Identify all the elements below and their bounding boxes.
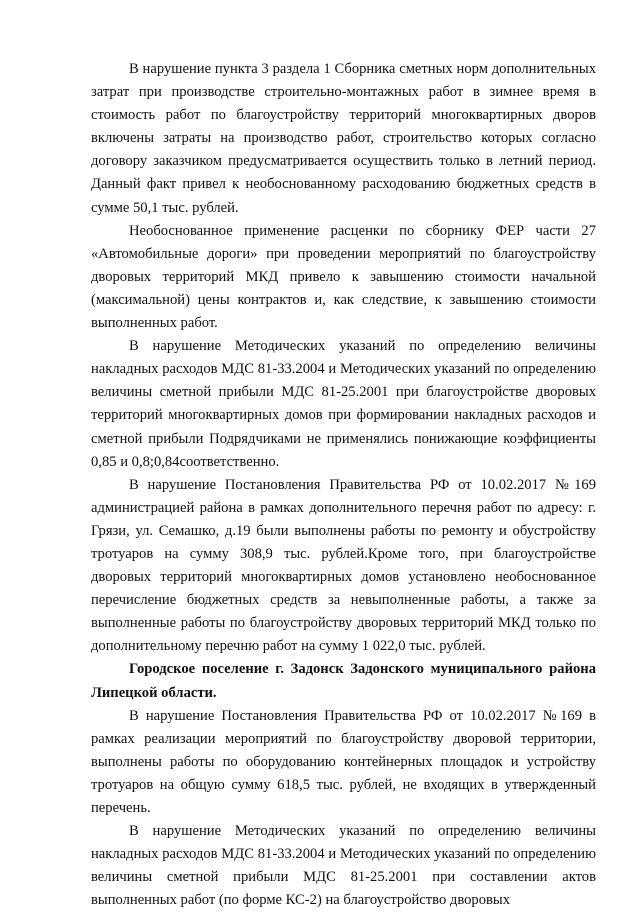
- paragraph-overhead-mds: В нарушение Методических указаний по определению величины накладных расходов МДС 81-33.2004 и Методических указаний по определению величины сметной прибыли МДС 81-25.2001 при благоустройстве дворовых территорий многоквартирных домов при формировании накладных расходов и сметной прибыли Подрядчиками не применялись понижающие коэффициенты 0,85 и 0,8;0,84соответственно.: [91, 338, 596, 470]
- section-heading-zadonsk: Городское поселение г. Задонск Задонского муниципального района Липецкой области.: [91, 661, 596, 701]
- paragraph-fer-rates: Необоснованное применение расценки по сборнику ФЕР части 27 «Автомобильные дороги» при проведении мероприятий по благоустройству дворовых территорий МКД привело к завышению стоимости начальной (максимальной) цены контрактов и, как следствие, к завышению стоимости выполненных работ.: [91, 222, 596, 332]
- paragraph-zadonsk-containers: В нарушение Постановления Правительства РФ от 10.02.2017 №169 в рамках реализации мероприятий по благоустройству дворовой территории, выполнены работы по оборудованию контейнерных площадок и устройству тротуаров на общую сумму 618,5 тыс. рублей, не входящих в утвержденный перечень.: [91, 707, 596, 816]
- paragraph-winter-costs: В нарушение пункта 3 раздела 1 Сборника сметных норм дополнительных затрат при производстве строительно-монтажных работ в зимнее время в стоимость работ по благоустройству территорий многоквартирных дворов включены затраты на производство работ, строительство которых согласно договору заказчиком предусматривается осуществить только в летний период. Данный факт привел к необоснованному расходованию бюджетных средств в сумме 50,1 тыс. рублей.: [91, 61, 596, 216]
- paragraph-zadonsk-overhead: В нарушение Методических указаний по определению величины накладных расходов МДС 81-33.2004 и Методических указаний по определению величины сметной прибыли МДС 81-25.2001 при составлении актов выполненных работ (по форме КС-2) на благоустройство дворовых: [91, 823, 596, 909]
- document-page: [91, 58, 596, 912]
- paragraph-gryazi-sidewalks: В нарушение Постановления Правительства РФ от 10.02.2017 №169 администрацией района в рамках дополнительного перечня работ по адресу: г. Грязи, ул. Семашко, д.19 были выполнены работы по ремонту и обустройству тротуаров на сумму 308,9 тыс. рублей.Кроме того, при благоустройстве дворовых территорий многоквартирных домов установлено необоснованное перечисление бюджетных средств за невыполненные работы, а также за выполненные работы по благоустройству дворовых территорий МКД только по дополнительному перечню работ на сумму 1 022,0 тыс. рублей.: [91, 476, 596, 655]
